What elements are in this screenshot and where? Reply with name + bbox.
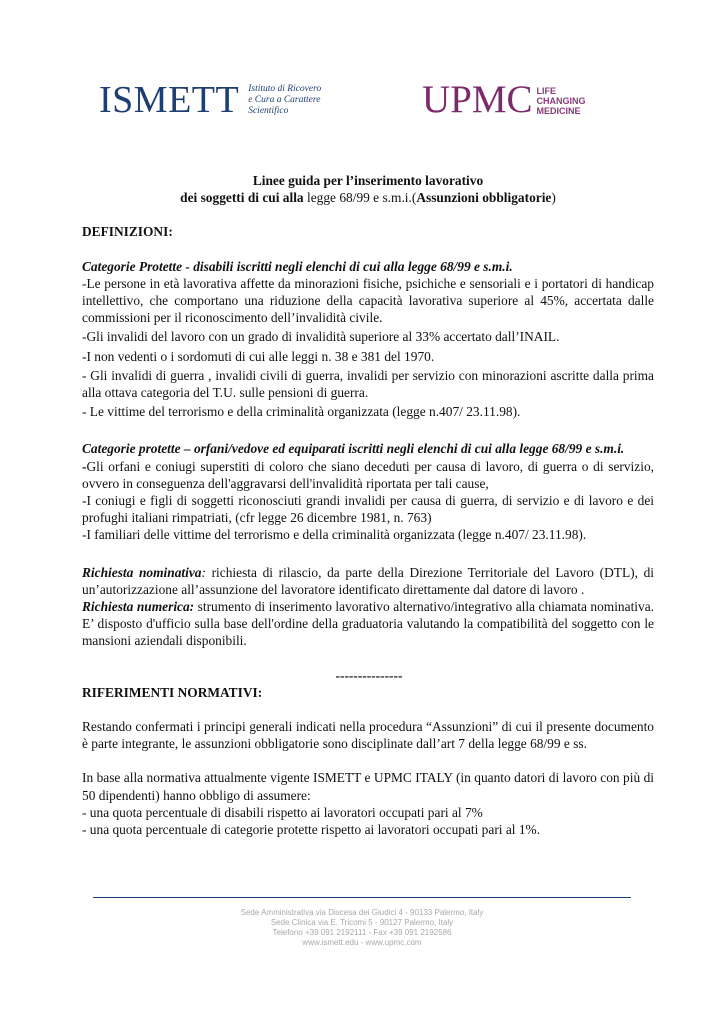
- ismett-logo: [99, 80, 321, 120]
- ismett-logo-subtitle: [248, 84, 321, 117]
- list-item: [82, 458, 654, 492]
- category-heading-disabili: Categorie Protette - disabili iscritti negli elenchi di cui alla legge 68/99 e s.m.i.: [82, 258, 513, 274]
- list-item: -Gli invalidi del lavoro con un grado di invalidità superiore al 33% accertato dall’INAIL.: [82, 329, 560, 345]
- list-item: -Le persone in età lavorativa affette da minorazioni fisiche, psichiche e sensoriali e i portatori di handicap intellettivo, che comportano una riduzione della capacità lavorativa superiore al 45%, accertata dalle commissioni per il riconoscimento dell’invalidità civile.: [82, 275, 654, 326]
- upmc-logo: [422, 80, 586, 120]
- title-line-1: Linee guida per l’inserimento lavorativo: [252, 173, 484, 188]
- title-line-2: [82, 189, 654, 206]
- page-footer: [0, 908, 724, 948]
- section-heading-definizioni: DEFINIZIONI:: [82, 224, 173, 240]
- title-part: legge 68/99 e s.m.i.(: [303, 190, 417, 206]
- title-part: Assunzioni obbligatorie: [416, 190, 552, 206]
- term-definition: richiesta di rilascio, da parte della Direzione Territoriale del Lavoro (DTL), di un’autorizzazione all’assunzione del lavoratore identificato direttamente dal datore di lavoro .: [82, 564, 654, 597]
- paragraph: Restando confermati i principi generali indicati nella procedura “Assunzioni” di cui il presente documento è parte integrante, le assunzioni obbligatorie sono disciplinate dall’art 7 della legge 68/99 e ss.: [82, 719, 654, 752]
- richiesta-numerica: [82, 598, 654, 650]
- list-item: -I coniugi e figli di soggetti riconosciuti grandi invalidi per causa di guerra, di servizio e di lavoro e dei profughi italiani rimpatriati, (cfr legge 26 dicembre 1981, n. 763): [82, 493, 654, 526]
- upmc-logo-word: UPMC: [422, 78, 533, 121]
- title-part: dei soggetti di cui alla: [180, 190, 304, 206]
- ismett-subtitle-line: Istituto di Ricovero: [248, 84, 322, 94]
- list-item: -I familiari delle vittime del terrorismo e della criminalità organizzata (legge n.407/ 23.11.98).: [82, 527, 587, 543]
- title-part: ): [551, 190, 556, 206]
- term-label: Richiesta nominativa: [82, 564, 202, 580]
- footer-line: Telefono +39 091 2192111 - Fax +39 091 2192586: [272, 928, 452, 937]
- bold-dash: -: [82, 458, 87, 474]
- list-item: - una quota percentuale di disabili rispetto ai lavoratori occupati pari al 7%: [82, 804, 483, 820]
- document-body: [82, 172, 654, 838]
- term-label: Richiesta numerica:: [82, 599, 195, 615]
- footer-line: Sede Amministrativa via Discesa dei Giudici 4 - 90133 Palermo, Italy: [240, 908, 484, 917]
- upmc-tagline-line: CHANGING: [536, 96, 586, 106]
- paragraph: In base alla normativa attualmente vigente ISMETT e UPMC ITALY (in quanto datori di lavoro con più di 50 dipendenti) hanno obbligo di assumere:: [82, 770, 654, 803]
- list-item-text: Gli orfani e coniugi superstiti di coloro che siano deceduti per causa di lavoro, di guerra o di servizio, ovvero in conseguenza dell'aggravarsi dell'invalidità riportata per tali cause,: [82, 458, 654, 491]
- list-item: -I non vedenti o i sordomuti di cui alle leggi n. 38 e 381 del 1970.: [82, 348, 435, 364]
- footer-line: www.ismett.edu - www.upmc.com: [302, 938, 422, 947]
- richiesta-nominativa: [82, 564, 654, 598]
- ismett-subtitle-line: e Cura a Carattere: [248, 95, 321, 105]
- section-separator: ---------------: [335, 667, 403, 683]
- ismett-logo-word: ISMETT: [99, 79, 240, 121]
- term-definition: strumento di inserimento lavorativo alternativo/integrativo alla chiamata nominativa. E’ disposto d'ufficio sulla base dell'ordine della graduatoria valutando la compatibilità del soggetto con le mansioni aziendali disponibili.: [82, 599, 654, 649]
- term-colon: :: [201, 564, 206, 580]
- footer-line: Sede Clinica via E. Tricomi 5 - 90127 Palermo, Italy: [270, 918, 454, 927]
- list-item: - una quota percentuale di categorie protette rispetto ai lavoratori occupati pari al 1%.: [82, 822, 541, 838]
- document-title: [82, 172, 654, 206]
- ismett-subtitle-line: Scientifico: [248, 106, 289, 116]
- list-item: - Le vittime del terrorismo e della criminalità organizzata (legge n.407/ 23.11.98).: [82, 404, 521, 420]
- list-item: - Gli invalidi di guerra , invalidi civili di guerra, invalidi per servizio con minorazioni ascritte dalla prima alla ottava categoria del T.U. sulle pensioni di guerra.: [82, 367, 654, 401]
- upmc-tagline-line: LIFE: [536, 86, 557, 96]
- footer-divider: [93, 897, 631, 898]
- upmc-tagline-line: MEDICINE: [536, 106, 581, 116]
- category-heading-orfani: Categorie protette – orfani/vedove ed equiparati iscritti negli elenchi di cui alla legge 68/99 e s.m.i.: [82, 441, 625, 457]
- upmc-logo-tagline: [537, 86, 586, 116]
- section-heading-riferimenti: RIFERIMENTI NORMATIVI:: [82, 684, 263, 700]
